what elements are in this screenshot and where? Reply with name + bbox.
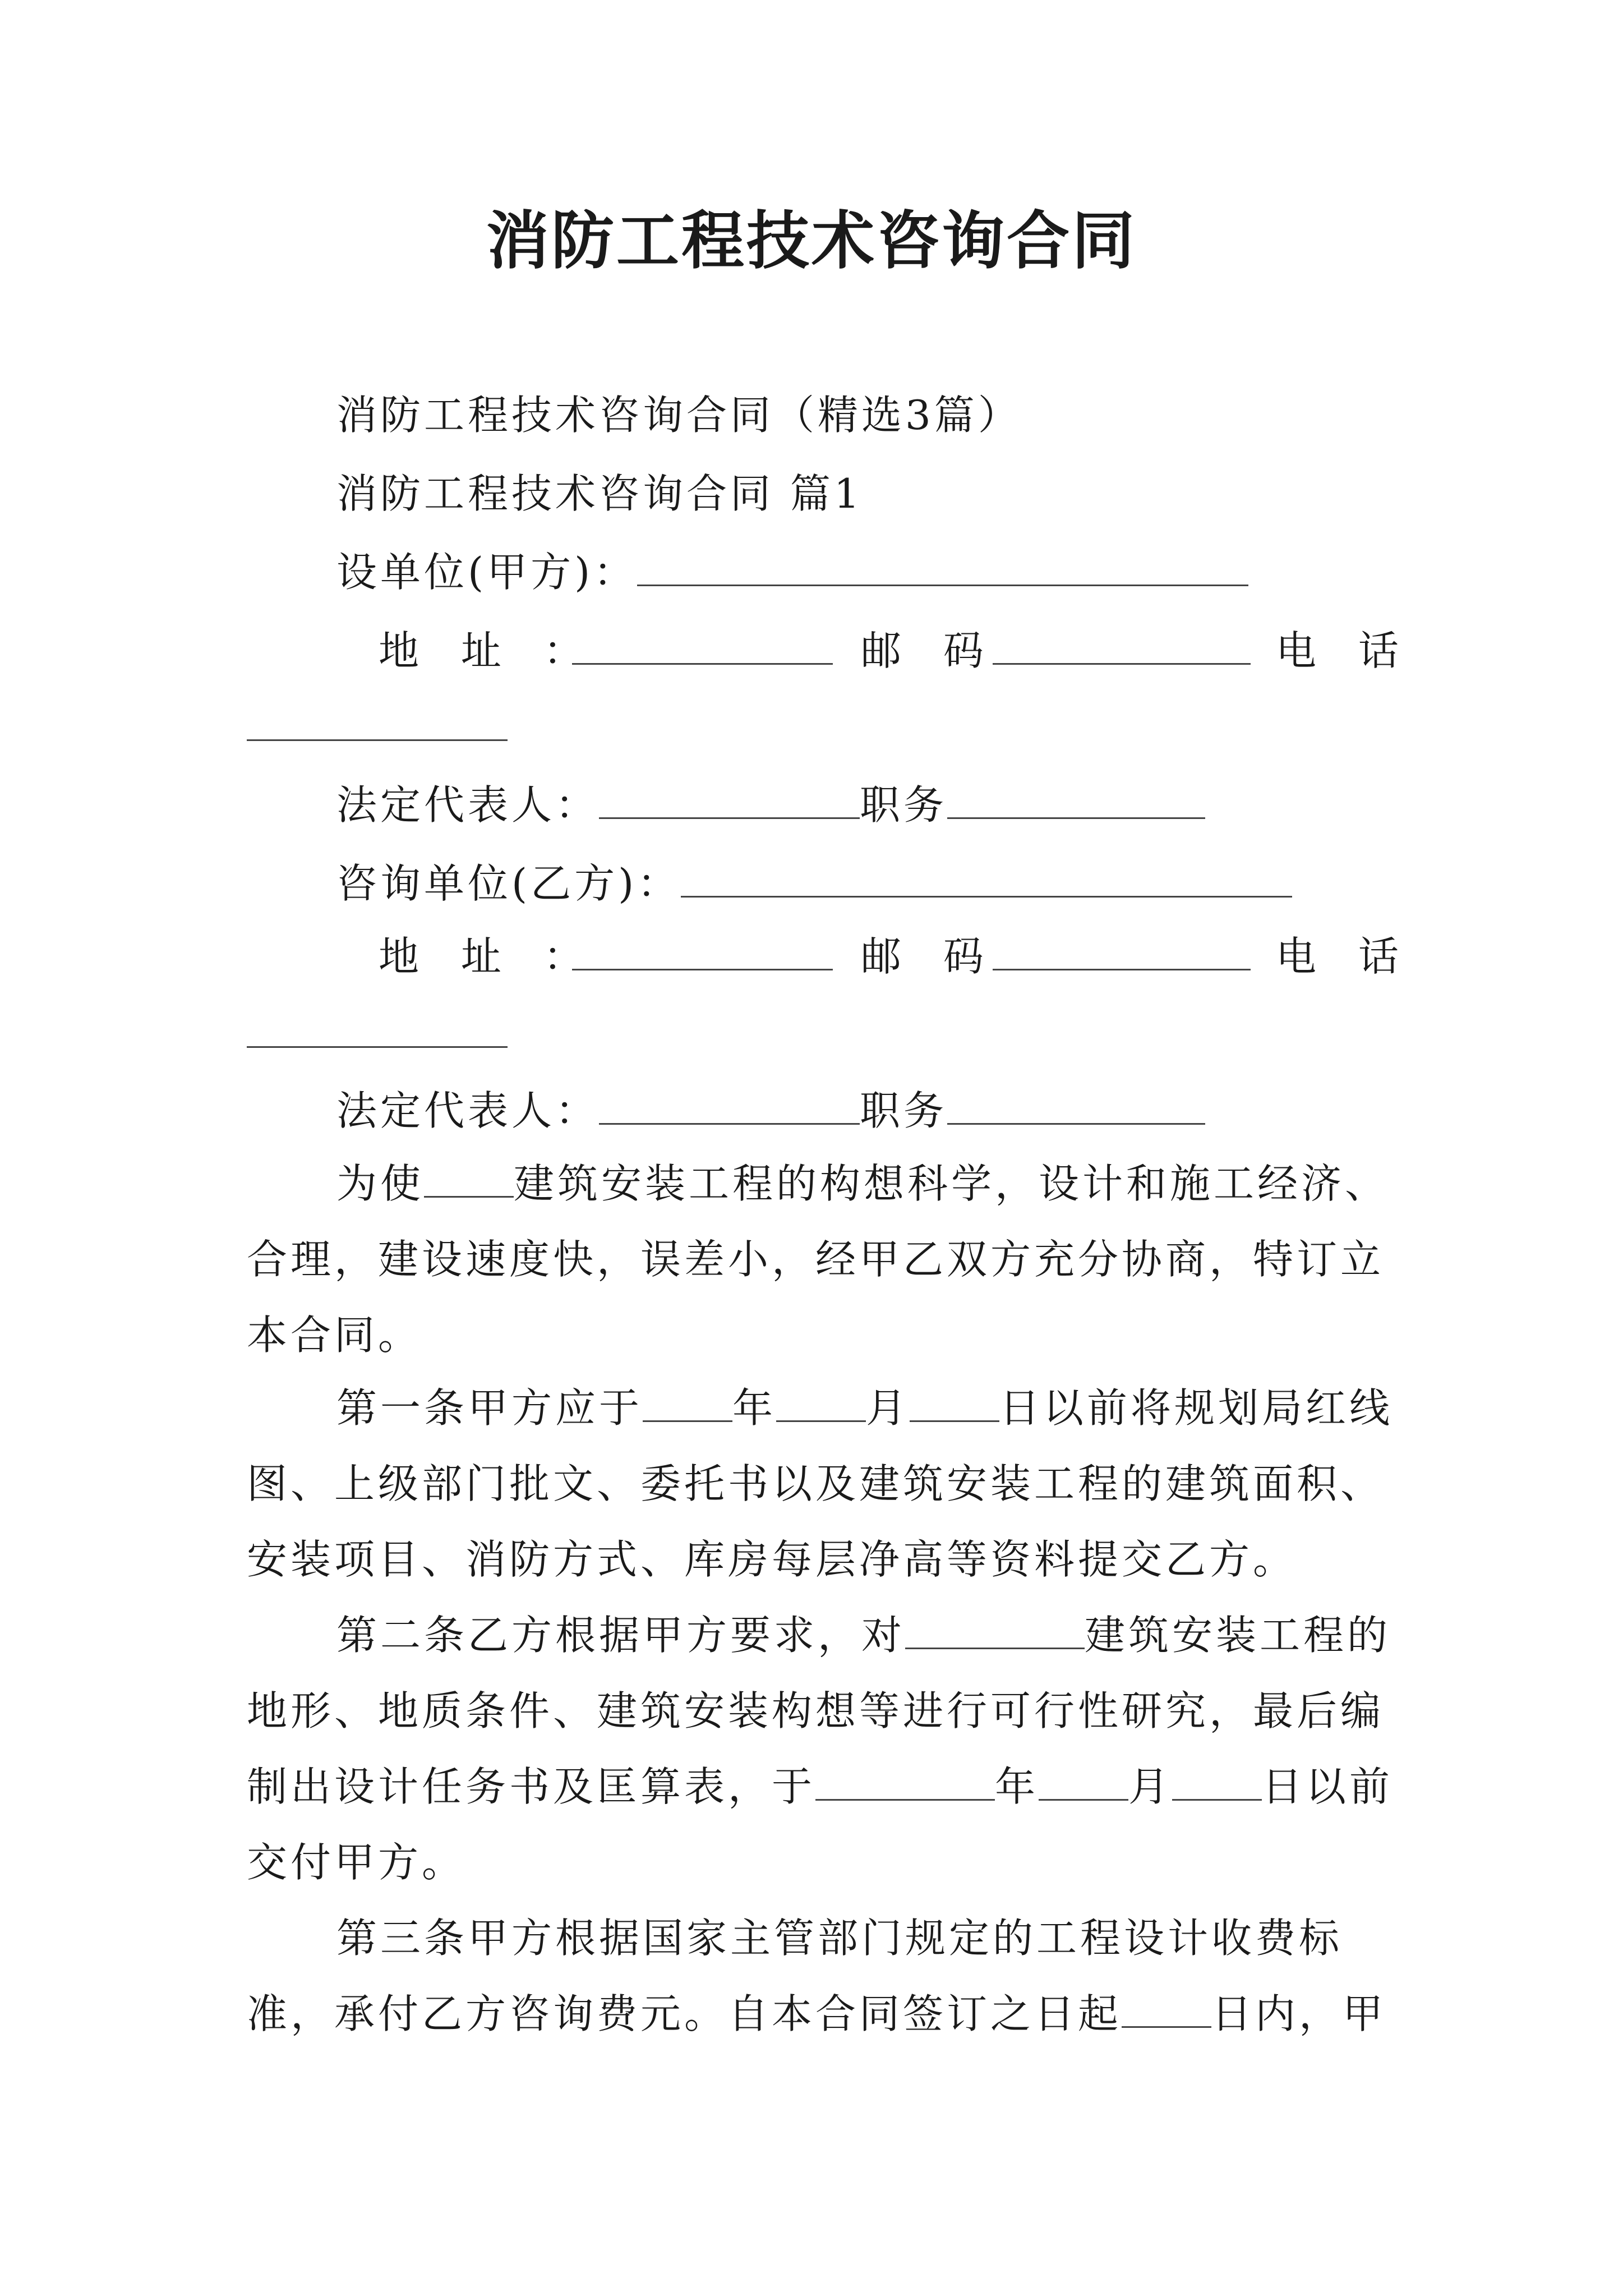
- article-1-line-2: 图、上级部门批文、委托书以及建筑安装工程的建筑面积、: [247, 1460, 1385, 1507]
- article-2-line-3: [247, 1759, 1393, 1815]
- article-2-line-1: [336, 1607, 1391, 1663]
- party-a-address-label: 地 址 ：: [379, 627, 598, 674]
- party-b-address-label: 地 址 ：: [379, 933, 598, 980]
- party-a-unit-label: 设单位(甲方)：: [336, 549, 638, 596]
- party-b-rep-blank: [599, 1087, 860, 1125]
- article-1-day-blank: [910, 1384, 999, 1422]
- party-b-phone-blank: [247, 1046, 508, 1048]
- party-b-position-blank: [947, 1087, 1205, 1125]
- article-1-year-blank: [643, 1384, 732, 1422]
- article-2-year-label: 年: [995, 1763, 1039, 1810]
- party-b-postcode-blank: [993, 969, 1251, 970]
- article-1-text-1a: 第一条甲方应于: [336, 1384, 643, 1432]
- party-a-rep-line: [336, 777, 1205, 833]
- party-a-address-blank: [572, 663, 833, 665]
- party-b-unit-blank: [681, 860, 1292, 898]
- intro-line-2: 合理，建设速度快，误差小，经甲乙双方充分协商，特订立: [247, 1236, 1385, 1283]
- party-b-unit-label: 咨询单位(乙方)：: [336, 860, 681, 907]
- party-a-phone-label: 电 话: [1276, 627, 1413, 674]
- article-2-text-3d: 日以前: [1262, 1763, 1394, 1810]
- party-b-rep-line: [336, 1083, 1205, 1139]
- intro-line-1: [336, 1156, 1389, 1212]
- intro-line-3: 本合同。: [247, 1312, 422, 1359]
- article-2-month-label: 月: [1128, 1763, 1173, 1810]
- document-title: 消防工程技术咨询合同: [486, 204, 1137, 278]
- article-1-line-1: [336, 1380, 1393, 1436]
- party-a-position-blank: [947, 781, 1205, 819]
- article-2-year-blank: [815, 1763, 995, 1801]
- article-3-days-blank: [1122, 1990, 1211, 2028]
- article-3-line-2: [247, 1986, 1386, 2042]
- party-b-rep-label: 法定代表人：: [336, 1087, 600, 1134]
- party-b-unit-line: [336, 855, 1292, 912]
- section-heading: 消防工程技术咨询合同 篇1: [336, 470, 863, 517]
- article-2-project-blank: [905, 1612, 1085, 1649]
- article-3-text-2a: 准，承付乙方咨询费元。自本合同签订之日起: [247, 1990, 1122, 2037]
- article-2-text-1b: 建筑安装工程的: [1085, 1612, 1391, 1659]
- article-2-text-3a: 制出设计任务书及匡算表，于: [247, 1763, 816, 1810]
- article-2-line-2: 地形、地质条件、建筑安装构想等进行可行性研究，最后编: [247, 1687, 1385, 1734]
- party-a-rep-label: 法定代表人：: [336, 781, 600, 829]
- party-a-unit-line: [336, 544, 1248, 600]
- party-a-postcode-label: 邮 码: [861, 627, 998, 674]
- article-1-line-3: 安装项目、消防方式、库房每层净高等资料提交乙方。: [247, 1536, 1297, 1583]
- article-3-text-2b: 日内，甲: [1211, 1990, 1387, 2037]
- article-3-line-1: 第三条甲方根据国家主管部门规定的工程设计收费标: [336, 1915, 1343, 1962]
- party-b-position-label: 职务: [860, 1087, 948, 1134]
- article-2-text-1a: 第二条乙方根据甲方要求，对: [336, 1612, 906, 1659]
- article-1-month-label: 月: [866, 1384, 910, 1432]
- article-1-text-1d: 日以前将规划局红线: [999, 1384, 1394, 1432]
- party-a-phone-blank: [247, 739, 508, 741]
- party-a-position-label: 职务: [860, 781, 948, 829]
- party-a-postcode-blank: [993, 663, 1251, 665]
- article-2-day-blank: [1172, 1763, 1262, 1801]
- project-name-blank: [424, 1160, 514, 1198]
- article-1-year-label: 年: [732, 1384, 777, 1432]
- party-a-rep-blank: [599, 781, 860, 819]
- intro-text-1b: 建筑安装工程的构想科学，设计和施工经济、: [514, 1160, 1389, 1207]
- article-2-line-4: 交付甲方。: [247, 1839, 466, 1886]
- party-b-postcode-label: 邮 码: [861, 933, 998, 980]
- document-subtitle: 消防工程技术咨询合同（精选3篇）: [336, 392, 1022, 439]
- article-1-month-blank: [776, 1384, 866, 1422]
- party-b-address-blank: [572, 969, 833, 970]
- article-2-month-blank: [1039, 1763, 1128, 1801]
- party-a-unit-blank: [637, 549, 1248, 586]
- party-b-phone-label: 电 话: [1276, 933, 1413, 980]
- intro-text-1a: 为使: [336, 1160, 425, 1207]
